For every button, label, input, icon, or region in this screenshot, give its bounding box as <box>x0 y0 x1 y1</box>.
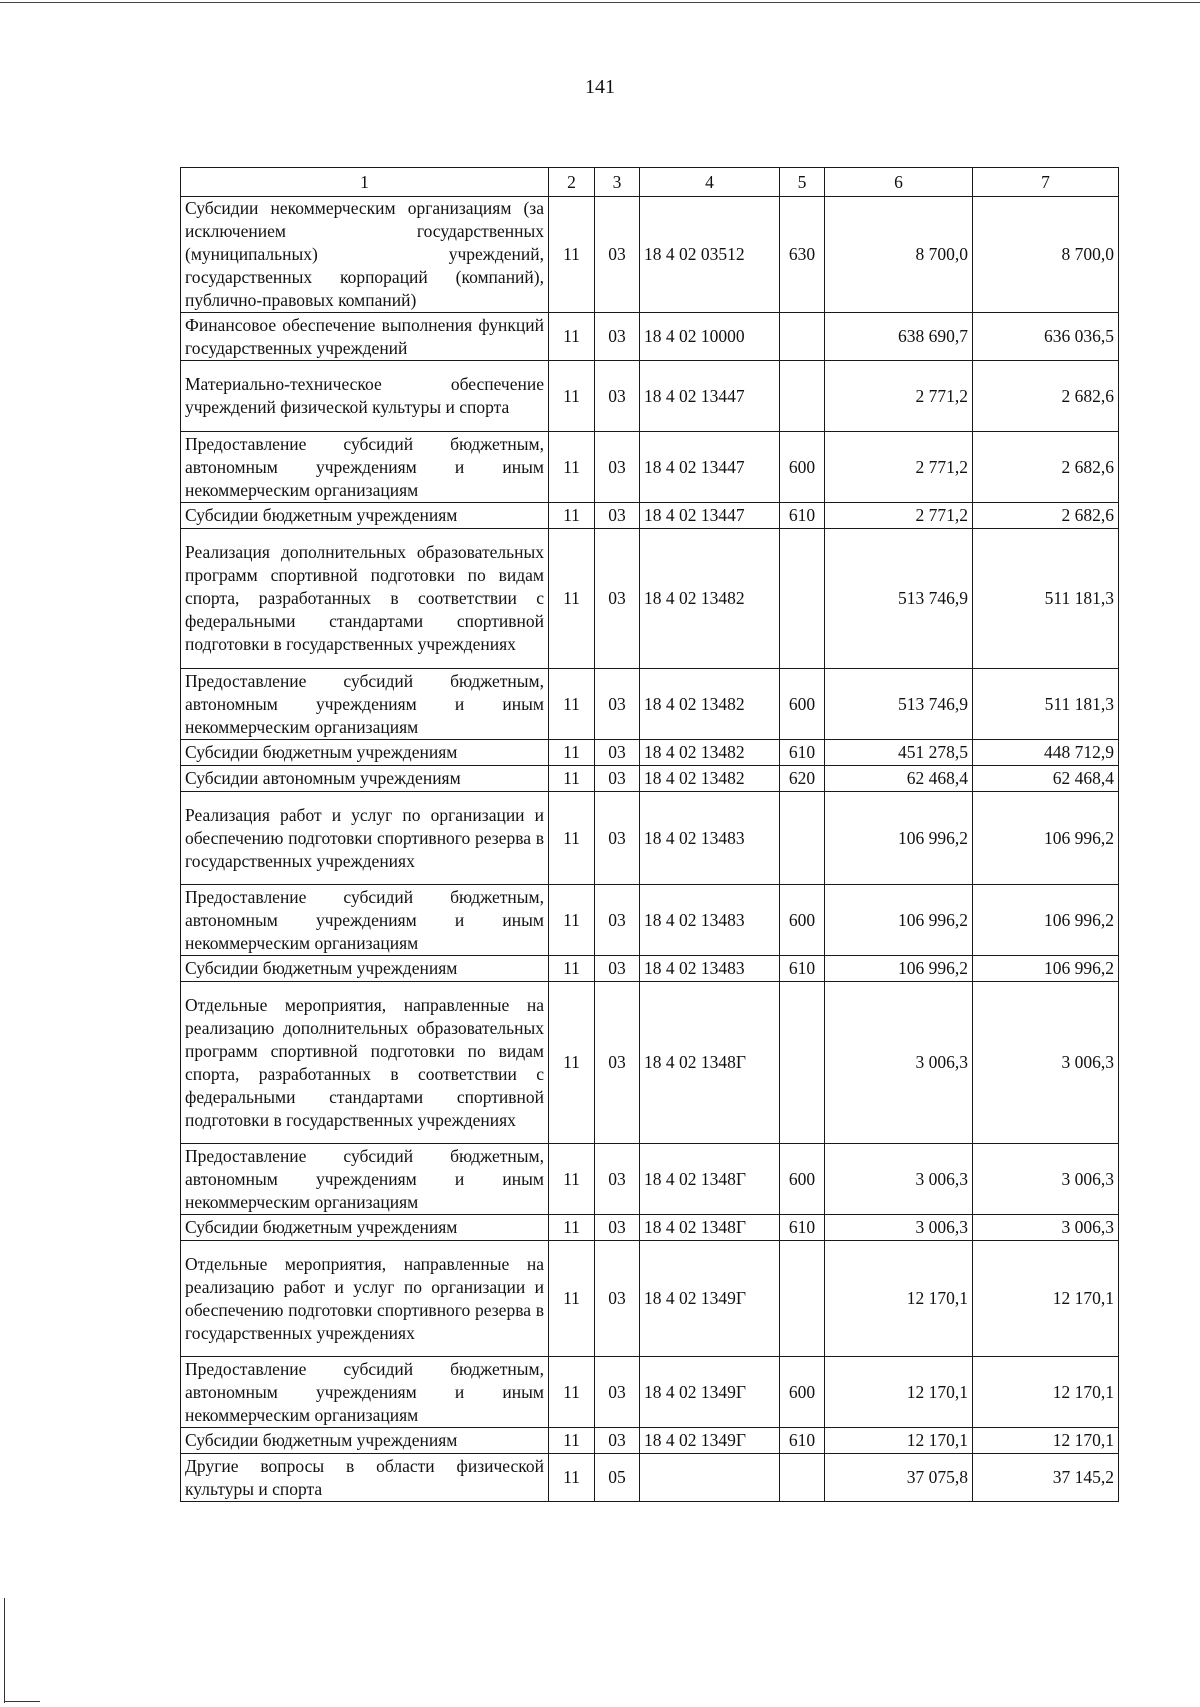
section-code: 11 <box>549 766 595 792</box>
header-row <box>181 168 1119 197</box>
amount-col7: 8 700,0 <box>973 197 1119 313</box>
subsection-code: 03 <box>595 669 640 740</box>
table-row <box>181 885 1119 956</box>
target-article-code: 18 4 02 13482 <box>640 529 780 669</box>
target-article-code: 18 4 02 1348Г <box>640 1144 780 1215</box>
top-border-line <box>0 2 1200 3</box>
section-code: 11 <box>549 792 595 885</box>
col-header: 7 <box>973 168 1119 197</box>
table-row <box>181 669 1119 740</box>
col-header: 6 <box>825 168 973 197</box>
amount-col6: 3 006,3 <box>825 1144 973 1215</box>
target-article-code <box>640 1454 780 1502</box>
subsection-code: 03 <box>595 1215 640 1241</box>
subsection-code: 03 <box>595 956 640 982</box>
budget-table <box>180 167 1119 1502</box>
amount-col7: 3 006,3 <box>973 982 1119 1144</box>
subsection-code: 03 <box>595 1144 640 1215</box>
table-row <box>181 956 1119 982</box>
amount-col6: 513 746,9 <box>825 529 973 669</box>
target-article-code: 18 4 02 13447 <box>640 503 780 529</box>
subsection-code: 03 <box>595 313 640 361</box>
expense-type-code <box>780 1454 825 1502</box>
amount-col7: 3 006,3 <box>973 1144 1119 1215</box>
subsection-code: 03 <box>595 766 640 792</box>
section-code: 11 <box>549 956 595 982</box>
target-article-code: 18 4 02 03512 <box>640 197 780 313</box>
row-description: Предоставление субсидий бюджетным, автономным учреждениям и иным некоммерческим организациям <box>181 1357 549 1428</box>
amount-col7: 448 712,9 <box>973 740 1119 766</box>
expense-type-code <box>780 792 825 885</box>
subsection-code: 03 <box>595 432 640 503</box>
section-code: 11 <box>549 740 595 766</box>
target-article-code: 18 4 02 1349Г <box>640 1241 780 1357</box>
amount-col7: 12 170,1 <box>973 1357 1119 1428</box>
row-description: Материально-техническое обеспечение учреждений физической культуры и спорта <box>181 361 549 432</box>
expense-type-code: 600 <box>780 669 825 740</box>
row-description: Субсидии бюджетным учреждениям <box>181 1215 549 1241</box>
amount-col7: 636 036,5 <box>973 313 1119 361</box>
target-article-code: 18 4 02 1349Г <box>640 1357 780 1428</box>
target-article-code: 18 4 02 13483 <box>640 792 780 885</box>
subsection-code: 03 <box>595 361 640 432</box>
section-code: 11 <box>549 432 595 503</box>
expense-type-code: 610 <box>780 1215 825 1241</box>
binding-corner-line <box>4 1701 40 1702</box>
section-code: 11 <box>549 361 595 432</box>
amount-col7: 2 682,6 <box>973 432 1119 503</box>
expense-type-code: 600 <box>780 1357 825 1428</box>
table-row <box>181 1144 1119 1215</box>
section-code: 11 <box>549 982 595 1144</box>
row-description: Финансовое обеспечение выполнения функций государственных учреждений <box>181 313 549 361</box>
amount-col6: 451 278,5 <box>825 740 973 766</box>
table-row <box>181 1428 1119 1454</box>
expense-type-code <box>780 529 825 669</box>
row-description: Субсидии бюджетным учреждениям <box>181 503 549 529</box>
amount-col6: 12 170,1 <box>825 1428 973 1454</box>
amount-col7: 511 181,3 <box>973 669 1119 740</box>
table-row <box>181 982 1119 1144</box>
section-code: 11 <box>549 1215 595 1241</box>
row-description: Реализация работ и услуг по организации и обеспечению подготовки спортивного резерва в государственных учреждениях <box>181 792 549 885</box>
expense-type-code: 600 <box>780 1144 825 1215</box>
target-article-code: 18 4 02 1349Г <box>640 1428 780 1454</box>
expense-type-code: 610 <box>780 740 825 766</box>
amount-col7: 12 170,1 <box>973 1241 1119 1357</box>
amount-col6: 106 996,2 <box>825 956 973 982</box>
section-code: 11 <box>549 1357 595 1428</box>
table-row <box>181 313 1119 361</box>
row-description: Предоставление субсидий бюджетным, автономным учреждениям и иным некоммерческим организациям <box>181 1144 549 1215</box>
amount-col7: 106 996,2 <box>973 792 1119 885</box>
target-article-code: 18 4 02 10000 <box>640 313 780 361</box>
col-header: 3 <box>595 168 640 197</box>
amount-col7: 12 170,1 <box>973 1428 1119 1454</box>
subsection-code: 03 <box>595 982 640 1144</box>
amount-col6: 12 170,1 <box>825 1241 973 1357</box>
section-code: 11 <box>549 885 595 956</box>
expense-type-code: 620 <box>780 766 825 792</box>
subsection-code: 03 <box>595 1428 640 1454</box>
subsection-code: 03 <box>595 740 640 766</box>
row-description: Субсидии бюджетным учреждениям <box>181 956 549 982</box>
col-header: 5 <box>780 168 825 197</box>
amount-col6: 513 746,9 <box>825 669 973 740</box>
target-article-code: 18 4 02 13447 <box>640 432 780 503</box>
amount-col6: 12 170,1 <box>825 1357 973 1428</box>
row-description: Субсидии автономным учреждениям <box>181 766 549 792</box>
table-row <box>181 1454 1119 1502</box>
target-article-code: 18 4 02 13483 <box>640 956 780 982</box>
expense-type-code <box>780 361 825 432</box>
expense-type-code: 610 <box>780 956 825 982</box>
row-description: Предоставление субсидий бюджетным, автономным учреждениям и иным некоммерческим организациям <box>181 885 549 956</box>
row-description: Реализация дополнительных образовательных программ спортивной подготовки по видам спорта, разработанных в соответствии с федеральными стандартами спортивной подготовки в государственных учреждениях <box>181 529 549 669</box>
amount-col7: 3 006,3 <box>973 1215 1119 1241</box>
table-row <box>181 529 1119 669</box>
expense-type-code: 610 <box>780 503 825 529</box>
amount-col6: 2 771,2 <box>825 361 973 432</box>
amount-col7: 2 682,6 <box>973 361 1119 432</box>
section-code: 11 <box>549 1144 595 1215</box>
expense-type-code <box>780 313 825 361</box>
expense-type-code <box>780 982 825 1144</box>
target-article-code: 18 4 02 13482 <box>640 766 780 792</box>
amount-col7: 2 682,6 <box>973 503 1119 529</box>
table-row <box>181 432 1119 503</box>
amount-col6: 62 468,4 <box>825 766 973 792</box>
row-description: Субсидии бюджетным учреждениям <box>181 740 549 766</box>
table-row <box>181 197 1119 313</box>
row-description: Отдельные мероприятия, направленные на реализацию работ и услуг по организации и обеспечению подготовки спортивного резерва в государственных учреждениях <box>181 1241 549 1357</box>
amount-col6: 3 006,3 <box>825 1215 973 1241</box>
amount-col6: 8 700,0 <box>825 197 973 313</box>
expense-type-code <box>780 1241 825 1357</box>
subsection-code: 03 <box>595 885 640 956</box>
expense-type-code: 600 <box>780 885 825 956</box>
target-article-code: 18 4 02 13482 <box>640 740 780 766</box>
amount-col7: 62 468,4 <box>973 766 1119 792</box>
amount-col7: 511 181,3 <box>973 529 1119 669</box>
table-row <box>181 766 1119 792</box>
table-row <box>181 503 1119 529</box>
expense-type-code: 610 <box>780 1428 825 1454</box>
binding-margin-line <box>4 1598 5 1703</box>
table-row <box>181 361 1119 432</box>
subsection-code: 03 <box>595 1241 640 1357</box>
target-article-code: 18 4 02 1348Г <box>640 982 780 1144</box>
table-row <box>181 1215 1119 1241</box>
table-row <box>181 1357 1119 1428</box>
section-code: 11 <box>549 669 595 740</box>
amount-col6: 2 771,2 <box>825 432 973 503</box>
section-code: 11 <box>549 529 595 669</box>
col-header: 1 <box>181 168 549 197</box>
row-description: Другие вопросы в области физической культуры и спорта <box>181 1454 549 1502</box>
row-description: Субсидии некоммерческим организациям (за исключением государственных (муниципальных) учреждений, государственных корпораций (компаний), публично-правовых компаний) <box>181 197 549 313</box>
section-code: 11 <box>549 1454 595 1502</box>
col-header: 4 <box>640 168 780 197</box>
expense-type-code: 630 <box>780 197 825 313</box>
target-article-code: 18 4 02 13447 <box>640 361 780 432</box>
amount-col6: 638 690,7 <box>825 313 973 361</box>
section-code: 11 <box>549 1241 595 1357</box>
amount-col6: 106 996,2 <box>825 885 973 956</box>
amount-col6: 3 006,3 <box>825 982 973 1144</box>
row-description: Предоставление субсидий бюджетным, автономным учреждениям и иным некоммерческим организациям <box>181 432 549 503</box>
row-description: Предоставление субсидий бюджетным, автономным учреждениям и иным некоммерческим организациям <box>181 669 549 740</box>
section-code: 11 <box>549 503 595 529</box>
amount-col7: 106 996,2 <box>973 885 1119 956</box>
col-header: 2 <box>549 168 595 197</box>
page-number: 141 <box>585 76 615 98</box>
section-code: 11 <box>549 197 595 313</box>
subsection-code: 03 <box>595 197 640 313</box>
amount-col7: 106 996,2 <box>973 956 1119 982</box>
section-code: 11 <box>549 313 595 361</box>
subsection-code: 03 <box>595 792 640 885</box>
target-article-code: 18 4 02 13483 <box>640 885 780 956</box>
row-description: Отдельные мероприятия, направленные на реализацию дополнительных образовательных программ спортивной подготовки по видам спорта, разработанных в соответствии с федеральными стандартами спортивной подготовки в государственных учреждениях <box>181 982 549 1144</box>
row-description: Субсидии бюджетным учреждениям <box>181 1428 549 1454</box>
target-article-code: 18 4 02 13482 <box>640 669 780 740</box>
subsection-code: 03 <box>595 1357 640 1428</box>
target-article-code: 18 4 02 1348Г <box>640 1215 780 1241</box>
expense-type-code: 600 <box>780 432 825 503</box>
amount-col6: 2 771,2 <box>825 503 973 529</box>
table-row <box>181 740 1119 766</box>
section-code: 11 <box>549 1428 595 1454</box>
amount-col6: 106 996,2 <box>825 792 973 885</box>
table-row <box>181 1241 1119 1357</box>
subsection-code: 05 <box>595 1454 640 1502</box>
table-row <box>181 792 1119 885</box>
amount-col7: 37 145,2 <box>973 1454 1119 1502</box>
amount-col6: 37 075,8 <box>825 1454 973 1502</box>
subsection-code: 03 <box>595 503 640 529</box>
subsection-code: 03 <box>595 529 640 669</box>
